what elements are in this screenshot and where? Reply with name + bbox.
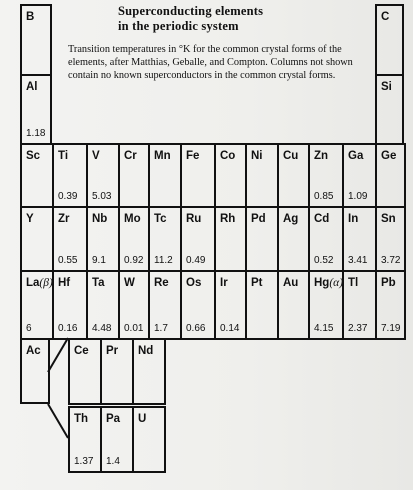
element-symbol-text: Hg bbox=[314, 277, 330, 289]
element-symbol bbox=[220, 150, 235, 163]
element-symbol bbox=[220, 213, 235, 226]
transition-temperature: 0.55 bbox=[58, 255, 78, 266]
element-cell-ta bbox=[86, 270, 120, 340]
element-symbol bbox=[58, 277, 70, 290]
element-symbol bbox=[348, 150, 363, 163]
element-symbol bbox=[186, 213, 201, 226]
element-symbol-text: Mo bbox=[124, 213, 141, 225]
element-symbol bbox=[74, 413, 88, 426]
transition-temperature: 0.39 bbox=[58, 191, 78, 202]
element-symbol bbox=[348, 213, 358, 226]
element-symbol bbox=[92, 277, 105, 290]
element-symbol-text: Zn bbox=[314, 150, 329, 162]
element-cell-th bbox=[68, 406, 102, 473]
element-symbol-text: Pt bbox=[251, 277, 263, 289]
element-cell-cd bbox=[308, 206, 344, 272]
element-symbol-text: Ge bbox=[381, 150, 397, 162]
element-symbol bbox=[58, 150, 68, 163]
element-symbol-text: W bbox=[124, 277, 135, 289]
element-cell-v bbox=[86, 143, 120, 208]
element-cell-co bbox=[214, 143, 247, 208]
element-symbol-text: U bbox=[138, 413, 147, 425]
element-symbol-text: Sc bbox=[26, 150, 41, 162]
element-cell-ir bbox=[214, 270, 247, 340]
transition-temperature: 0.85 bbox=[314, 191, 334, 202]
element-symbol bbox=[186, 277, 201, 290]
element-cell-re bbox=[148, 270, 182, 340]
element-symbol-text: Pd bbox=[251, 213, 266, 225]
element-cell-ga bbox=[342, 143, 377, 208]
transition-temperature: 11.2 bbox=[154, 255, 173, 266]
element-symbol-text: Si bbox=[381, 81, 392, 93]
element-cell-sc bbox=[20, 143, 54, 208]
table-title bbox=[118, 4, 368, 34]
transition-temperature: 0.01 bbox=[124, 323, 144, 334]
element-symbol bbox=[92, 213, 107, 226]
element-cell-ru bbox=[180, 206, 216, 272]
element-symbol-text: Ga bbox=[348, 150, 364, 162]
element-cell-fe bbox=[180, 143, 216, 208]
element-symbol-text: Ir bbox=[220, 277, 228, 289]
element-cell-ag bbox=[277, 206, 310, 272]
element-symbol-text: Ac bbox=[26, 345, 41, 357]
element-symbol bbox=[186, 150, 199, 163]
element-cell-os bbox=[180, 270, 216, 340]
element-symbol-text: In bbox=[348, 213, 359, 225]
element-symbol bbox=[220, 277, 228, 290]
element-cell-pt bbox=[245, 270, 279, 340]
element-cell-pa bbox=[100, 406, 134, 473]
element-cell-b bbox=[20, 4, 52, 76]
element-symbol-text: Nb bbox=[92, 213, 108, 225]
element-cell-al bbox=[20, 74, 52, 145]
element-symbol bbox=[251, 277, 263, 290]
element-cell-zn bbox=[308, 143, 344, 208]
transition-temperature: 2.37 bbox=[348, 323, 368, 334]
element-symbol-text: Fe bbox=[186, 150, 200, 162]
element-symbol-text: Al bbox=[26, 81, 38, 93]
element-symbol bbox=[381, 11, 389, 24]
element-symbol bbox=[381, 81, 392, 94]
element-symbol bbox=[26, 345, 41, 358]
element-cell-si bbox=[375, 74, 404, 145]
transition-temperature: 0.16 bbox=[58, 323, 78, 334]
transition-temperature: 9.1 bbox=[92, 255, 106, 266]
element-cell-la bbox=[20, 270, 54, 340]
element-cell-tc bbox=[148, 206, 182, 272]
element-symbol bbox=[26, 11, 34, 24]
element-symbol-text: Ta bbox=[92, 277, 105, 289]
element-symbol-text: Mn bbox=[154, 150, 171, 162]
element-phase-label: (α) bbox=[329, 277, 344, 289]
element-symbol-text: V bbox=[92, 150, 100, 162]
transition-temperature: 7.19 bbox=[381, 323, 401, 334]
element-cell-rh bbox=[214, 206, 247, 272]
element-symbol bbox=[283, 213, 298, 226]
element-symbol bbox=[124, 277, 135, 290]
element-symbol-text: Cr bbox=[124, 150, 137, 162]
element-symbol bbox=[154, 277, 169, 290]
transition-temperature: 3.41 bbox=[348, 255, 368, 266]
element-cell-in bbox=[342, 206, 377, 272]
element-symbol bbox=[26, 213, 34, 226]
element-symbol-text: Sn bbox=[381, 213, 396, 225]
element-cell-mn bbox=[148, 143, 182, 208]
transition-temperature: 1.4 bbox=[106, 456, 120, 467]
element-symbol bbox=[314, 150, 328, 163]
element-symbol bbox=[381, 277, 396, 290]
element-cell-cu bbox=[277, 143, 310, 208]
element-cell-mo bbox=[118, 206, 150, 272]
transition-temperature: 1.09 bbox=[348, 191, 368, 202]
element-symbol bbox=[106, 345, 118, 358]
element-symbol bbox=[124, 150, 137, 163]
element-symbol bbox=[58, 213, 70, 226]
element-symbol bbox=[124, 213, 141, 226]
element-symbol bbox=[26, 150, 40, 163]
element-symbol-text: Pr bbox=[106, 345, 119, 357]
element-cell-w bbox=[118, 270, 150, 340]
element-symbol bbox=[251, 150, 263, 163]
element-symbol bbox=[138, 413, 146, 426]
element-symbol-text: Ag bbox=[283, 213, 299, 225]
element-symbol-text: Nd bbox=[138, 345, 154, 357]
element-cell-ac bbox=[20, 338, 50, 404]
transition-temperature: 4.48 bbox=[92, 323, 112, 334]
element-symbol bbox=[251, 213, 266, 226]
transition-temperature: 1.37 bbox=[74, 456, 94, 467]
element-symbol bbox=[92, 150, 100, 163]
element-cell-ti bbox=[52, 143, 88, 208]
element-phase-label: (β) bbox=[39, 277, 53, 289]
element-symbol-text: Cd bbox=[314, 213, 330, 225]
element-symbol-text: Y bbox=[26, 213, 34, 225]
element-symbol bbox=[138, 345, 153, 358]
element-cell-cr bbox=[118, 143, 150, 208]
element-cell-zr bbox=[52, 206, 88, 272]
element-cell-y bbox=[20, 206, 54, 272]
element-symbol-text: C bbox=[381, 11, 390, 23]
element-cell-tl bbox=[342, 270, 377, 340]
transition-temperature: 3.72 bbox=[381, 255, 401, 266]
element-symbol-text: La bbox=[26, 277, 40, 289]
element-cell-sn bbox=[375, 206, 406, 272]
transition-temperature: 5.03 bbox=[92, 191, 112, 202]
element-cell-ge bbox=[375, 143, 406, 208]
element-cell-hf bbox=[52, 270, 88, 340]
element-symbol bbox=[26, 81, 38, 94]
element-symbol-text: Pb bbox=[381, 277, 396, 289]
transition-temperature: 0.49 bbox=[186, 255, 206, 266]
transition-temperature: 1.18 bbox=[26, 128, 46, 139]
element-symbol-text: Cu bbox=[283, 150, 299, 162]
element-symbol-text: Re bbox=[154, 277, 169, 289]
element-cell-au bbox=[277, 270, 310, 340]
transition-temperature: 0.14 bbox=[220, 323, 240, 334]
element-symbol-text: Rh bbox=[220, 213, 236, 225]
element-symbol bbox=[381, 213, 396, 226]
element-symbol bbox=[314, 277, 343, 290]
element-symbol-text: Tc bbox=[154, 213, 167, 225]
element-symbol bbox=[283, 150, 298, 163]
element-symbol-text: Ti bbox=[58, 150, 69, 162]
element-symbol bbox=[74, 345, 89, 358]
title-line-1: Superconducting elements bbox=[118, 4, 264, 18]
element-cell-hg bbox=[308, 270, 344, 340]
transition-temperature: 0.66 bbox=[186, 323, 206, 334]
element-cell-pd bbox=[245, 206, 279, 272]
element-symbol bbox=[154, 213, 167, 226]
element-symbol-text: Ce bbox=[74, 345, 89, 357]
element-symbol-text: Th bbox=[74, 413, 89, 425]
transition-temperature: 1.7 bbox=[154, 323, 168, 334]
transition-temperature: 0.52 bbox=[314, 255, 334, 266]
transition-temperature: 0.92 bbox=[124, 255, 144, 266]
element-cell-ce bbox=[68, 338, 102, 405]
element-symbol bbox=[381, 150, 396, 163]
element-symbol-text: Au bbox=[283, 277, 299, 289]
element-cell-nb bbox=[86, 206, 120, 272]
element-symbol bbox=[26, 277, 53, 290]
element-symbol bbox=[154, 150, 171, 163]
element-cell-nd bbox=[132, 338, 166, 405]
element-symbol-text: Os bbox=[186, 277, 202, 289]
element-symbol-text: Ni bbox=[251, 150, 263, 162]
element-symbol bbox=[314, 213, 329, 226]
transition-temperature: 6 bbox=[26, 323, 32, 334]
element-cell-u bbox=[132, 406, 166, 473]
element-symbol-text: B bbox=[26, 11, 35, 23]
element-symbol-text: Tl bbox=[348, 277, 359, 289]
element-cell-c bbox=[375, 4, 404, 76]
element-symbol bbox=[348, 277, 358, 290]
element-cell-pb bbox=[375, 270, 406, 340]
title-line-2: in the periodic system bbox=[118, 19, 239, 33]
element-cell-ni bbox=[245, 143, 279, 208]
element-symbol-text: Co bbox=[220, 150, 236, 162]
element-symbol-text: Hf bbox=[58, 277, 71, 289]
element-symbol-text: Pa bbox=[106, 413, 121, 425]
element-symbol-text: Ru bbox=[186, 213, 202, 225]
element-symbol bbox=[106, 413, 120, 426]
element-symbol bbox=[283, 277, 298, 290]
element-cell-pr bbox=[100, 338, 134, 405]
table-note: Transition temperatures in °K for the common crystal forms of the elements, after Matthias, Geballe, and Compton. Columns not shown contain no known superconductors in the common crystal forms. bbox=[68, 44, 353, 81]
element-symbol-text: Zr bbox=[58, 213, 70, 225]
transition-temperature: 4.15 bbox=[314, 323, 334, 334]
